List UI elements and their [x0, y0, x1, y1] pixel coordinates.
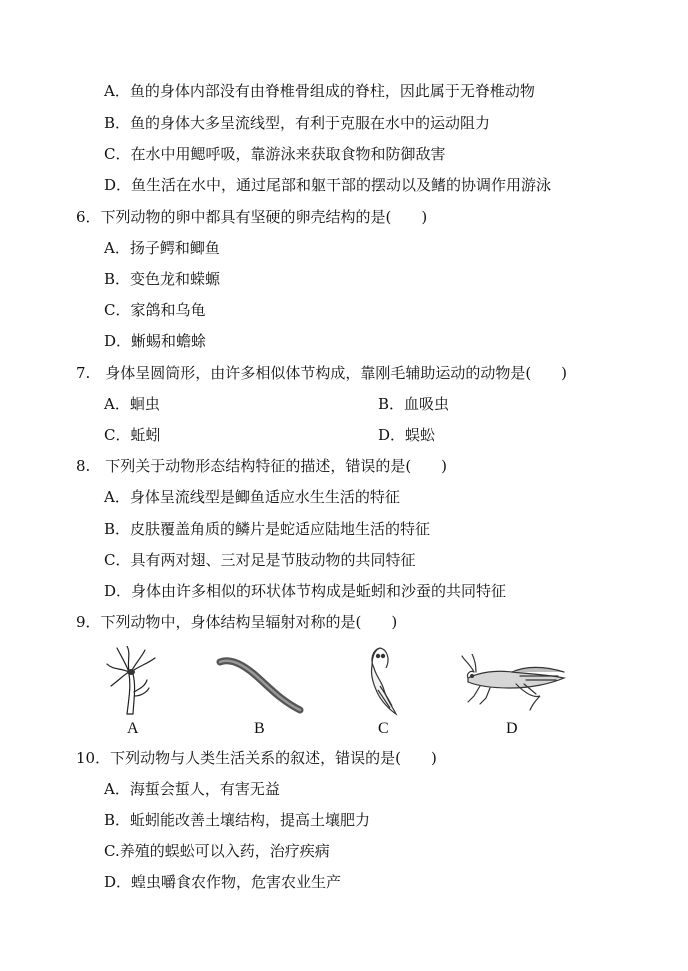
q7-option-a: A．蛔虫 [104, 395, 160, 413]
q8-option-c: C．具有两对翅、三对足是节肢动物的共同特征 [104, 551, 416, 569]
q7-stem: 7. 身体呈圆筒形，由许多相似体节构成，靠刚毛辅助运动的动物是( ) [76, 364, 568, 382]
q7-option-b: B．血吸虫 [378, 395, 450, 413]
q8-option-d: D．身体由许多相似的环状体节构成是蚯蚓和沙蚕的共同特征 [104, 582, 507, 600]
figure-label-b: B [254, 720, 265, 737]
q6-stem: 6．下列动物的卵中都具有坚硬的卵壳结构的是( ) [76, 208, 428, 226]
q10-option-d: D．蝗虫嚼食农作物，危害农业生产 [104, 873, 342, 891]
flatworm-illustration [362, 646, 406, 718]
q8-stem: 8. 下列关于动物形态结构特征的描述，错误的是( ) [76, 457, 448, 475]
q7-option-d: D．蜈蚣 [378, 426, 436, 444]
q10-option-a: A．海蜇会蜇人，有害无益 [104, 780, 280, 798]
q6-option-c: C．家鸽和乌龟 [104, 301, 206, 319]
q5-option-c: C．在水中用鳃呼吸，靠游泳来获取食物和防御敌害 [104, 145, 446, 163]
q5-option-d: D．鱼生活在水中，通过尾部和躯干部的摆动以及鳍的协调作用游泳 [104, 176, 552, 194]
figure-label-a: A [127, 720, 139, 737]
q5-option-b: B．鱼的身体大多呈流线型，有利于克服在水中的运动阻力 [104, 114, 491, 132]
hydra-illustration [103, 646, 161, 716]
q8-option-a: A．身体呈流线型是鲫鱼适应水生生活的特征 [104, 488, 400, 506]
q5-option-a: A．鱼的身体内部没有由脊椎骨组成的脊柱，因此属于无脊椎动物 [104, 82, 535, 100]
q10-option-c: C.养殖的蜈蚣可以入药，治疗疾病 [104, 842, 330, 860]
q7-option-c: C．蚯蚓 [104, 426, 161, 444]
q10-stem: 10．下列动物与人类生活关系的叙述，错误的是( ) [76, 749, 437, 767]
figure-label-d: D [506, 720, 518, 737]
roundworm-illustration [216, 656, 304, 718]
q9-stem: 9．下列动物中，身体结构呈辐射对称的是( ) [76, 613, 398, 631]
q8-option-b: B．皮肤覆盖角质的鳞片是蛇适应陆地生活的特征 [104, 520, 431, 538]
q10-option-b: B．蚯蚓能改善土壤结构，提高土壤肥力 [104, 811, 371, 829]
q6-option-b: B．变色龙和蝾螈 [104, 270, 221, 288]
q6-option-a: A．扬子鳄和鲫鱼 [104, 239, 220, 257]
grasshopper-illustration [460, 654, 572, 712]
q6-option-d: D．蜥蜴和蟾蜍 [104, 332, 207, 350]
figure-label-c: C [378, 720, 389, 737]
